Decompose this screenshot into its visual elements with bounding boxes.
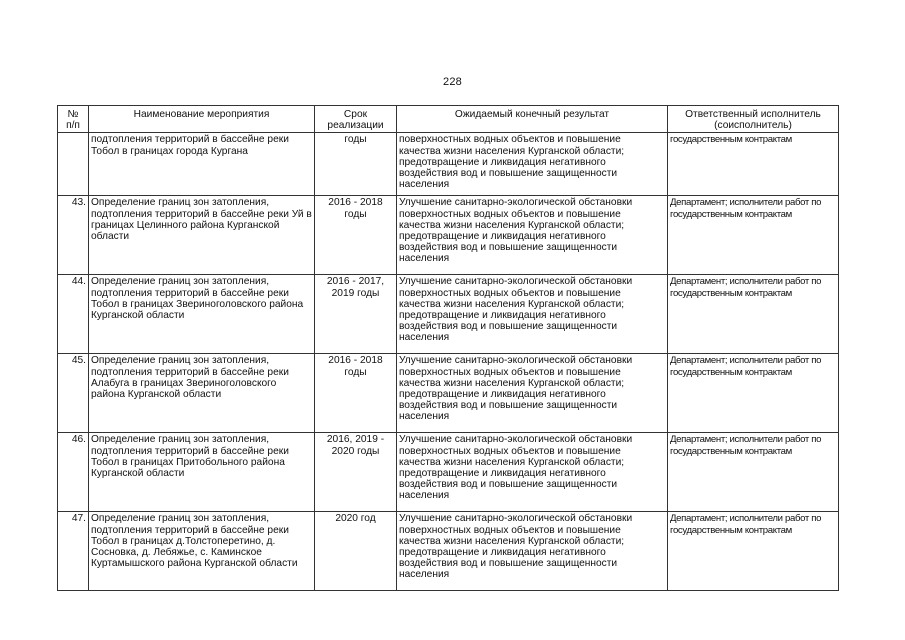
row-name: Определение границ зон затопления, подтопления территорий в бассейне реки Тобол в границах д.Толстоперетино, д. Сосновка, д. Лебяжье, с. Каминское Куртамышского района Курганской области xyxy=(89,512,315,591)
header-responsible: Ответственный исполнитель (соисполнитель) xyxy=(668,106,839,133)
row-term: 2016 - 2018 годы xyxy=(315,354,397,433)
row-term: годы xyxy=(315,133,397,196)
row-number: 47. xyxy=(58,512,89,591)
row-term: 2016 - 2018 годы xyxy=(315,196,397,275)
row-number xyxy=(58,133,89,196)
page-number: 228 xyxy=(443,76,462,88)
row-result: Улучшение санитарно-экологической обстановки поверхностных водных объектов и повышение качества жизни населения Курганской области; предотвращение и ликвидация негативного воздействия вод и повышение защищенности населения xyxy=(397,275,668,354)
row-result: поверхностных водных объектов и повышение качества жизни населения Курганской области; предотвращение и ликвидация негативного воздействия вод и повышение защищенности населения xyxy=(397,133,668,196)
measures-table xyxy=(57,105,839,591)
table-header-row xyxy=(58,106,839,133)
row-term: 2020 год xyxy=(315,512,397,591)
table-row xyxy=(58,133,839,196)
table-row xyxy=(58,275,839,354)
row-number: 43. xyxy=(58,196,89,275)
row-number: 45. xyxy=(58,354,89,433)
row-name: Определение границ зон затопления, подтопления территорий в бассейне реки Алабуга в границах Звериноголовского района Курганской области xyxy=(89,354,315,433)
header-number: № п/п xyxy=(58,106,89,133)
header-term: Срок реализации xyxy=(315,106,397,133)
row-responsible: государственным контрактам xyxy=(668,133,839,196)
row-name: подтопления территорий в бассейне реки Тобол в границах города Кургана xyxy=(89,133,315,196)
row-number: 46. xyxy=(58,433,89,512)
row-number: 44. xyxy=(58,275,89,354)
row-name: Определение границ зон затопления, подтопления территорий в бассейне реки Тобол в границах Звериноголовского района Курганской области xyxy=(89,275,315,354)
table-row xyxy=(58,512,839,591)
row-responsible: Департамент; исполнители работ по государственным контрактам xyxy=(668,354,839,433)
row-term: 2016, 2019 - 2020 годы xyxy=(315,433,397,512)
row-result: Улучшение санитарно-экологической обстановки поверхностных водных объектов и повышение качества жизни населения Курганской области; предотвращение и ликвидация негативного воздействия вод и повышение защищенности населения xyxy=(397,433,668,512)
row-name: Определение границ зон затопления, подтопления территорий в бассейне реки Уй в границах Целинного района Курганской области xyxy=(89,196,315,275)
header-name: Наименование мероприятия xyxy=(89,106,315,133)
row-responsible: Департамент; исполнители работ по государственным контрактам xyxy=(668,433,839,512)
row-responsible: Департамент; исполнители работ по государственным контрактам xyxy=(668,196,839,275)
table-row xyxy=(58,196,839,275)
table-row xyxy=(58,433,839,512)
row-result: Улучшение санитарно-экологической обстановки поверхностных водных объектов и повышение качества жизни населения Курганской области; предотвращение и ликвидация негативного воздействия вод и повышение защищенности населения xyxy=(397,196,668,275)
header-result: Ожидаемый конечный результат xyxy=(397,106,668,133)
row-responsible: Департамент; исполнители работ по государственным контрактам xyxy=(668,275,839,354)
row-result: Улучшение санитарно-экологической обстановки поверхностных водных объектов и повышение качества жизни населения Курганской области; предотвращение и ликвидация негативного воздействия вод и повышение защищенности населения xyxy=(397,354,668,433)
row-result: Улучшение санитарно-экологической обстановки поверхностных водных объектов и повышение качества жизни населения Курганской области; предотвращение и ликвидация негативного воздействия вод и повышение защищенности населения xyxy=(397,512,668,591)
row-responsible: Департамент; исполнители работ по государственным контрактам xyxy=(668,512,839,591)
row-term: 2016 - 2017, 2019 годы xyxy=(315,275,397,354)
row-name: Определение границ зон затопления, подтопления территорий в бассейне реки Тобол в границах Притобольного района Курганской области xyxy=(89,433,315,512)
table-row xyxy=(58,354,839,433)
